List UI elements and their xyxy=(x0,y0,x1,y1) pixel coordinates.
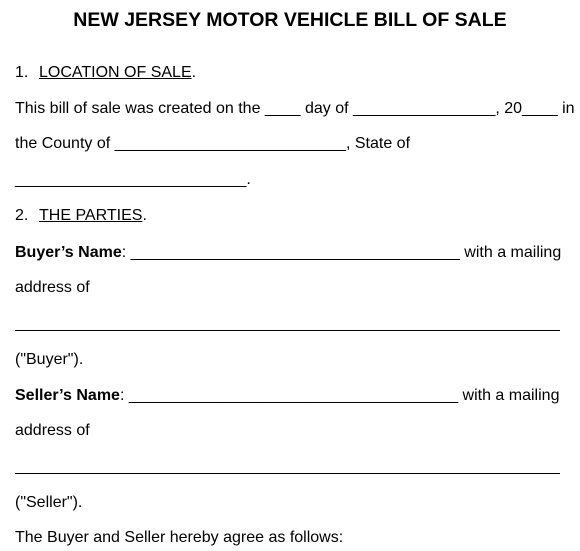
seller-name-label: Seller’s Name xyxy=(15,387,120,404)
document-title: NEW JERSEY MOTOR VEHICLE BILL OF SALE xyxy=(73,9,507,31)
seller-name-line xyxy=(15,386,559,406)
seller-name-field: : _____________________________________ with a mailing xyxy=(119,387,560,404)
seller-address-label: address of xyxy=(15,422,90,439)
state-blank-line: __________________________. xyxy=(15,171,251,188)
seller-designation: ("Seller"). xyxy=(15,494,83,511)
section-2-title-period: . xyxy=(142,207,147,224)
section-2-title: THE PARTIES xyxy=(39,207,143,224)
section-1-heading xyxy=(15,63,196,83)
buyer-designation: ("Buyer"). xyxy=(15,351,84,368)
seller-address-blank xyxy=(15,473,560,474)
section-2-heading xyxy=(15,206,147,226)
section-1-number: 1. xyxy=(15,64,29,81)
sale-date-line: This bill of sale was created on the ____ day of ________________, 20____ in xyxy=(15,100,575,117)
buyer-address-blank xyxy=(15,330,560,331)
section-2-number: 2. xyxy=(15,207,29,224)
buyer-name-field: : _____________________________________ with a mailing xyxy=(121,244,562,261)
buyer-address-label: address of xyxy=(15,279,90,296)
buyer-name-line xyxy=(15,243,561,263)
section-1-title: LOCATION OF SALE xyxy=(39,64,192,81)
buyer-name-label: Buyer’s Name xyxy=(15,244,122,261)
section-1-title-period: . xyxy=(191,64,197,81)
county-state-line: the County of __________________________, State of xyxy=(15,135,411,152)
agreement-statement: The Buyer and Seller hereby agree as follows: xyxy=(15,529,344,546)
